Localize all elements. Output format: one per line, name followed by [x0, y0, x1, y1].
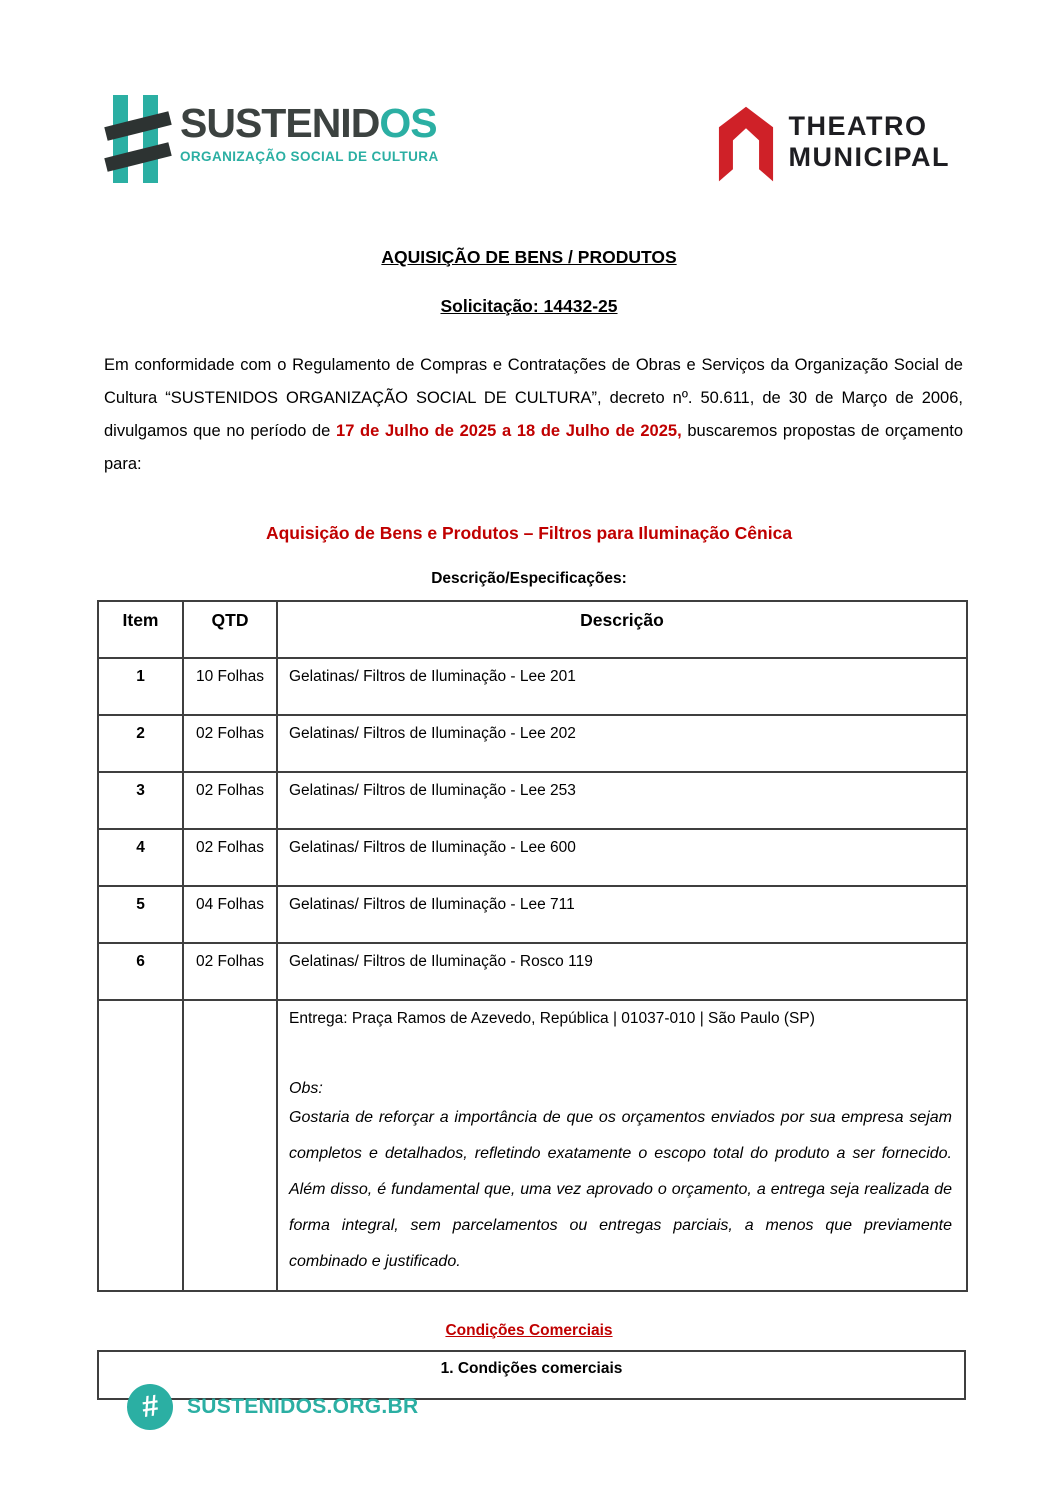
table-row: 1 10 Folhas Gelatinas/ Filtros de Iluminação - Lee 201	[98, 658, 967, 715]
sustenidos-wordmark	[180, 100, 439, 146]
sustenidos-tagline: ORGANIZAÇÃO SOCIAL DE CULTURA	[180, 149, 439, 164]
obs-label: Obs:	[289, 1080, 323, 1097]
delivery-address: Entrega: Praça Ramos de Azevedo, República | 01037-010 | São Paulo (SP)	[289, 1010, 815, 1027]
footer	[127, 1384, 418, 1430]
conditions-box-title: 1. Condições comerciais	[440, 1360, 623, 1377]
theatro-arch-icon	[718, 105, 774, 185]
column-header-qtd: QTD	[183, 601, 277, 658]
table-row: 2 02 Folhas Gelatinas/ Filtros de Iluminação - Lee 202	[98, 715, 967, 772]
table-note-row	[98, 1000, 967, 1291]
table-row: 4 02 Folhas Gelatinas/ Filtros de Iluminação - Lee 600	[98, 829, 967, 886]
spec-label: Descrição/Especificações:	[431, 570, 627, 587]
sustenidos-circle-hash-icon: #	[127, 1384, 173, 1430]
solicitation-number: Solicitação: 14432-25	[440, 296, 618, 316]
footer-website: SUSTENIDOS.ORG.BR	[187, 1395, 419, 1418]
sustenidos-logo	[110, 95, 439, 183]
conditions-heading: Condições Comerciais	[445, 1322, 613, 1339]
table-row: 5 04 Folhas Gelatinas/ Filtros de Iluminação - Lee 711	[98, 886, 967, 943]
empty-item-cell	[98, 1000, 183, 1291]
table-header-row	[98, 601, 967, 658]
logo-header	[0, 0, 1058, 185]
obs-text: Gostaria de reforçar a importância de que os orçamentos enviados por sua empresa sejam completos e detalhados, refletindo exatamente o escopo total do produto a ser fornecido. Além disso, é fundamental que, uma vez aprovado o orçamento, a entrega seja realizada de forma integral, sem parcelamentos ou entregas parciais, a menos que previamente combinado e justificado.	[289, 1109, 952, 1270]
table-row: 6 02 Folhas Gelatinas/ Filtros de Iluminação - Rosco 119	[98, 943, 967, 1000]
section-heading: Aquisição de Bens e Produtos – Filtros para Iluminação Cênica	[265, 523, 793, 543]
intro-paragraph: Em conformidade com o Regulamento de Compras e Contratações de Obras e Serviços da Organização Social de Cultura “SUSTENIDOS ORGANIZAÇÃO SOCIAL DE CULTURA”, decreto nº. 50.611, de 30 de Março de 2006, divulgamos que no período de 17 de Julho de 2025 a 18 de Julho de 2025, buscaremos propostas de orçamento para:	[104, 356, 964, 473]
table-row: 3 02 Folhas Gelatinas/ Filtros de Iluminação - Lee 253	[98, 772, 967, 829]
column-header-item: Item	[98, 601, 183, 658]
document-title: AQUISIÇÃO DE BENS / PRODUTOS	[381, 247, 677, 267]
sustenidos-wordmark-teal: OS	[379, 100, 437, 146]
sustenidos-hash-icon	[110, 95, 168, 183]
column-header-desc: Descrição	[277, 601, 967, 658]
theatro-wordmark: THEATRO MUNICIPAL	[788, 111, 950, 173]
sustenidos-wordmark-dark: SUSTENID	[180, 100, 380, 146]
delivery-note-cell	[277, 1000, 967, 1291]
empty-qtd-cell	[183, 1000, 277, 1291]
theatro-municipal-logo	[718, 95, 951, 185]
items-table	[97, 600, 968, 1292]
period-highlight: 17 de Julho de 2025 a 18 de Julho de 2025,	[336, 422, 682, 440]
